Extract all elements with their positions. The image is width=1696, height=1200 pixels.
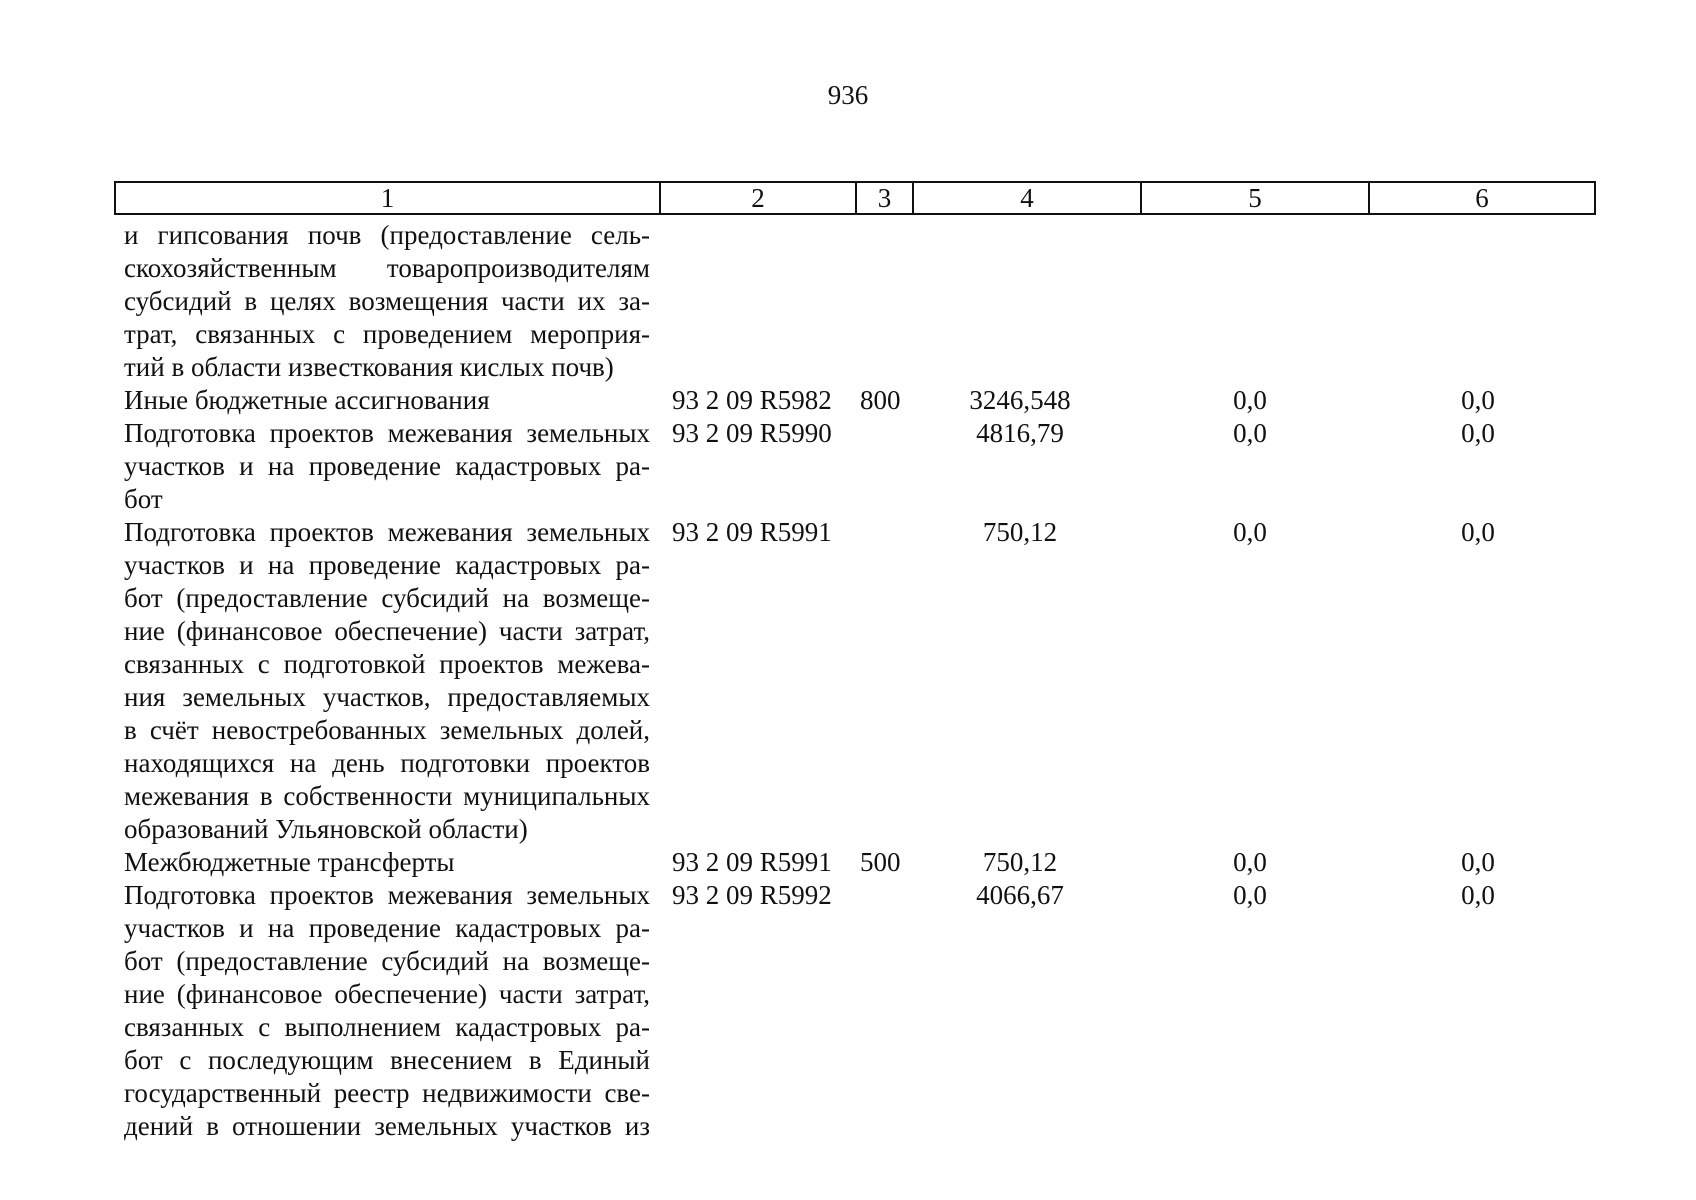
row-value-col4: 4066,67 xyxy=(976,880,1064,910)
row-value-col5: 0,0 xyxy=(1233,880,1267,910)
row-value-col4: 750,12 xyxy=(982,847,1058,877)
row-description-line: связанных с выполнением кадастровых ра- xyxy=(124,1012,650,1042)
row-code: 93 2 09 R5990 xyxy=(672,418,832,448)
row-description-line: и гипсования почв (предоставление сель- xyxy=(124,220,650,250)
row-description-line: Подготовка проектов межевания земельных xyxy=(124,418,650,448)
row-value-col5: 0,0 xyxy=(1233,847,1267,877)
row-description-line: межевания в собственности муниципальных xyxy=(124,781,650,811)
row-code: 93 2 09 R5982 xyxy=(672,385,832,415)
row-value-col5: 0,0 xyxy=(1233,517,1267,547)
row-value-col5: 0,0 xyxy=(1233,385,1267,415)
header-col-4: 4 xyxy=(912,183,1140,213)
row-description-line: ние (финансовое обеспечение) части затрат, xyxy=(124,979,650,1009)
row-code: 93 2 09 R5991 xyxy=(672,847,832,877)
row-value-col6: 0,0 xyxy=(1461,880,1495,910)
row-description-line: бот xyxy=(124,484,163,514)
row-value-col6: 0,0 xyxy=(1461,847,1495,877)
row-description-line: бот с последующим внесением в Единый xyxy=(124,1045,650,1075)
row-description-line: находящихся на день подготовки проектов xyxy=(124,748,650,778)
row-code: 93 2 09 R5991 xyxy=(672,517,832,547)
row-description-line: связанных с подготовкой проектов межева- xyxy=(124,649,650,679)
row-description-line: дений в отношении земельных участков из xyxy=(124,1111,650,1141)
row-description-line: Межбюджетные трансферты xyxy=(124,847,455,877)
row-value-col6: 0,0 xyxy=(1461,385,1495,415)
page-number: 936 xyxy=(827,80,869,110)
row-description-line: Подготовка проектов межевания земельных xyxy=(124,880,650,910)
header-col-2: 2 xyxy=(659,183,855,213)
row-value-col5: 0,0 xyxy=(1233,418,1267,448)
row-description-line: участков и на проведение кадастровых ра- xyxy=(124,913,650,943)
row-description-line: участков и на проведение кадастровых ра- xyxy=(124,550,650,580)
row-value-col4: 4816,79 xyxy=(976,418,1064,448)
header-col-3: 3 xyxy=(855,183,912,213)
row-value-col6: 0,0 xyxy=(1461,517,1495,547)
row-description-line: в счёт невостребованных земельных долей, xyxy=(124,715,650,745)
row-description-line: образований Ульяновской области) xyxy=(124,814,528,844)
row-value-col4: 750,12 xyxy=(982,517,1058,547)
row-description-line: государственный реестр недвижимости све- xyxy=(124,1078,650,1108)
row-description-line: Иные бюджетные ассигнования xyxy=(124,385,490,415)
row-expense-type: 800 xyxy=(860,385,901,415)
row-description-line: ние (финансовое обеспечение) части затрат, xyxy=(124,616,650,646)
header-col-1: 1 xyxy=(380,183,395,213)
row-description-line: тий в области известкования кислых почв) xyxy=(124,352,614,382)
row-code: 93 2 09 R5992 xyxy=(672,880,832,910)
row-description-line: трат, связанных с проведением мероприя- xyxy=(124,319,650,349)
table-header xyxy=(114,181,1596,215)
header-col-5: 5 xyxy=(1140,183,1368,213)
row-expense-type: 500 xyxy=(860,847,901,877)
row-description-line: Подготовка проектов межевания земельных xyxy=(124,517,650,547)
row-description-line: бот (предоставление субсидий на возмеще- xyxy=(124,946,650,976)
row-description-line: ния земельных участков, предоставляемых xyxy=(124,682,650,712)
row-description-line: участков и на проведение кадастровых ра- xyxy=(124,451,650,481)
header-col-6: 6 xyxy=(1368,183,1594,213)
row-description-line: бот (предоставление субсидий на возмеще- xyxy=(124,583,650,613)
row-description-line: субсидий в целях возмещения части их за- xyxy=(124,286,650,316)
row-value-col6: 0,0 xyxy=(1461,418,1495,448)
row-description-line: скохозяйственным товаропроизводителям xyxy=(124,253,650,283)
row-value-col4: 3246,548 xyxy=(969,385,1071,415)
